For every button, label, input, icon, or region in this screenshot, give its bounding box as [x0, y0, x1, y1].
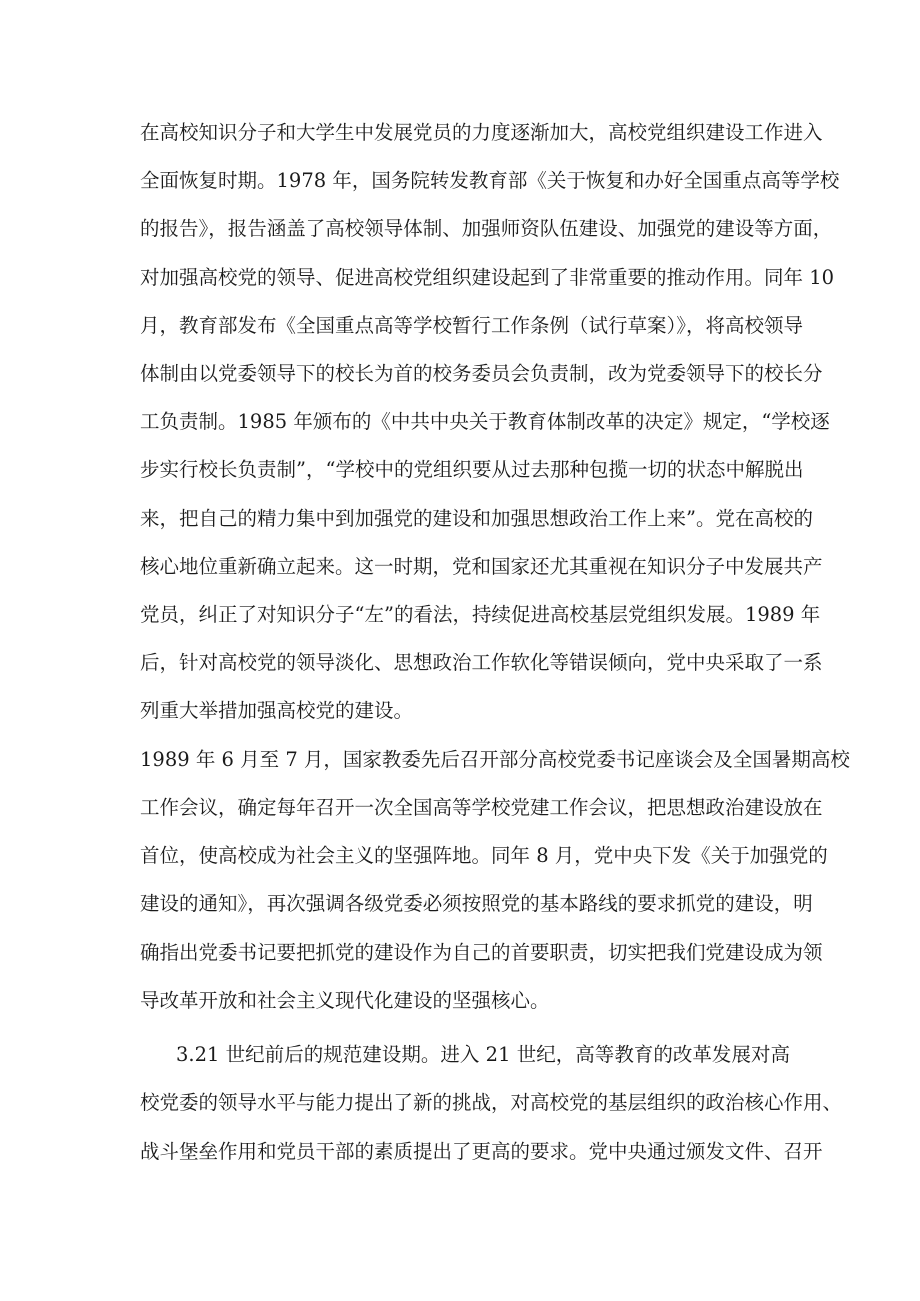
paragraph-line: 首位，使高校成为社会主义的坚强阵地。同年 8 月，党中央下发《关于加强党的 [140, 844, 828, 867]
paragraph-line: 战斗堡垒作用和党员干部的素质提出了更高的要求。党中央通过颁发文件、召开 [140, 1140, 823, 1163]
paragraph-line: 对加强高校党的领导、促进高校党组织建设起到了非常重要的推动作用。同年 10 [140, 266, 835, 289]
paragraph-line: 确指出党委书记要把抓党的建设作为自己的首要职责，切实把我们党建设成为领 [140, 941, 823, 964]
paragraph-line: 列重大举措加强高校党的建设。 [140, 699, 414, 722]
paragraph-line: 在高校知识分子和大学生中发展党员的力度逐渐加大，高校党组织建设工作进入 [140, 121, 823, 144]
paragraph-line: 工负责制。1985 年颁布的《中共中央关于教育体制改革的决定》规定，“学校逐 [140, 410, 830, 433]
paragraph-line: 工作会议，确定每年召开一次全国高等学校党建工作会议，把思想政治建设放在 [140, 796, 823, 819]
paragraph-line: 核心地位重新确立起来。这一时期，党和国家还尤其重视在知识分子中发展共产 [140, 555, 823, 578]
paragraph-line: 的报告》，报告涵盖了高校领导体制、加强师资队伍建设、加强党的建设等方面， [140, 217, 833, 240]
paragraph-line: 来，把自己的精力集中到加强党的建设和加强思想政治工作上来”。党在高校的 [140, 507, 813, 530]
paragraph-line: 全面恢复时期。1978 年，国务院转发教育部《关于恢复和办好全国重点高等学校 [140, 169, 840, 192]
paragraph-line: 导改革开放和社会主义现代化建设的坚强核心。 [140, 989, 550, 1012]
paragraph-line: 1989 年 6 月至 7 月，国家教委先后召开部分高校党委书记座谈会及全国暑期高校 [140, 748, 850, 771]
paragraph-line: 月，教育部发布《全国重点高等学校暂行工作条例（试行草案）》，将高校领导 [140, 314, 804, 337]
paragraph-line: 建设的通知》，再次强调各级党委必须按照党的基本路线的要求抓党的建设，明 [140, 892, 813, 915]
paragraph-line: 后，针对高校党的领导淡化、思想政治工作软化等错误倾向，党中央采取了一系 [140, 651, 823, 674]
paragraph-line: 体制由以党委领导下的校长为首的校务委员会负责制，改为党委领导下的校长分 [140, 362, 823, 385]
paragraph-line: 校党委的领导水平与能力提出了新的挑战，对高校党的基层组织的政治核心作用、 [140, 1091, 843, 1114]
paragraph-line: 党员，纠正了对知识分子“左”的看法，持续促进高校基层党组织发展。1989 年 [140, 603, 821, 626]
paragraph-line: 3.21 世纪前后的规范建设期。进入 21 世纪，高等教育的改革发展对高 [176, 1043, 790, 1066]
paragraph-line: 步实行校长负责制”，“学校中的党组织要从过去那种包揽一切的状态中解脱出 [140, 458, 804, 481]
